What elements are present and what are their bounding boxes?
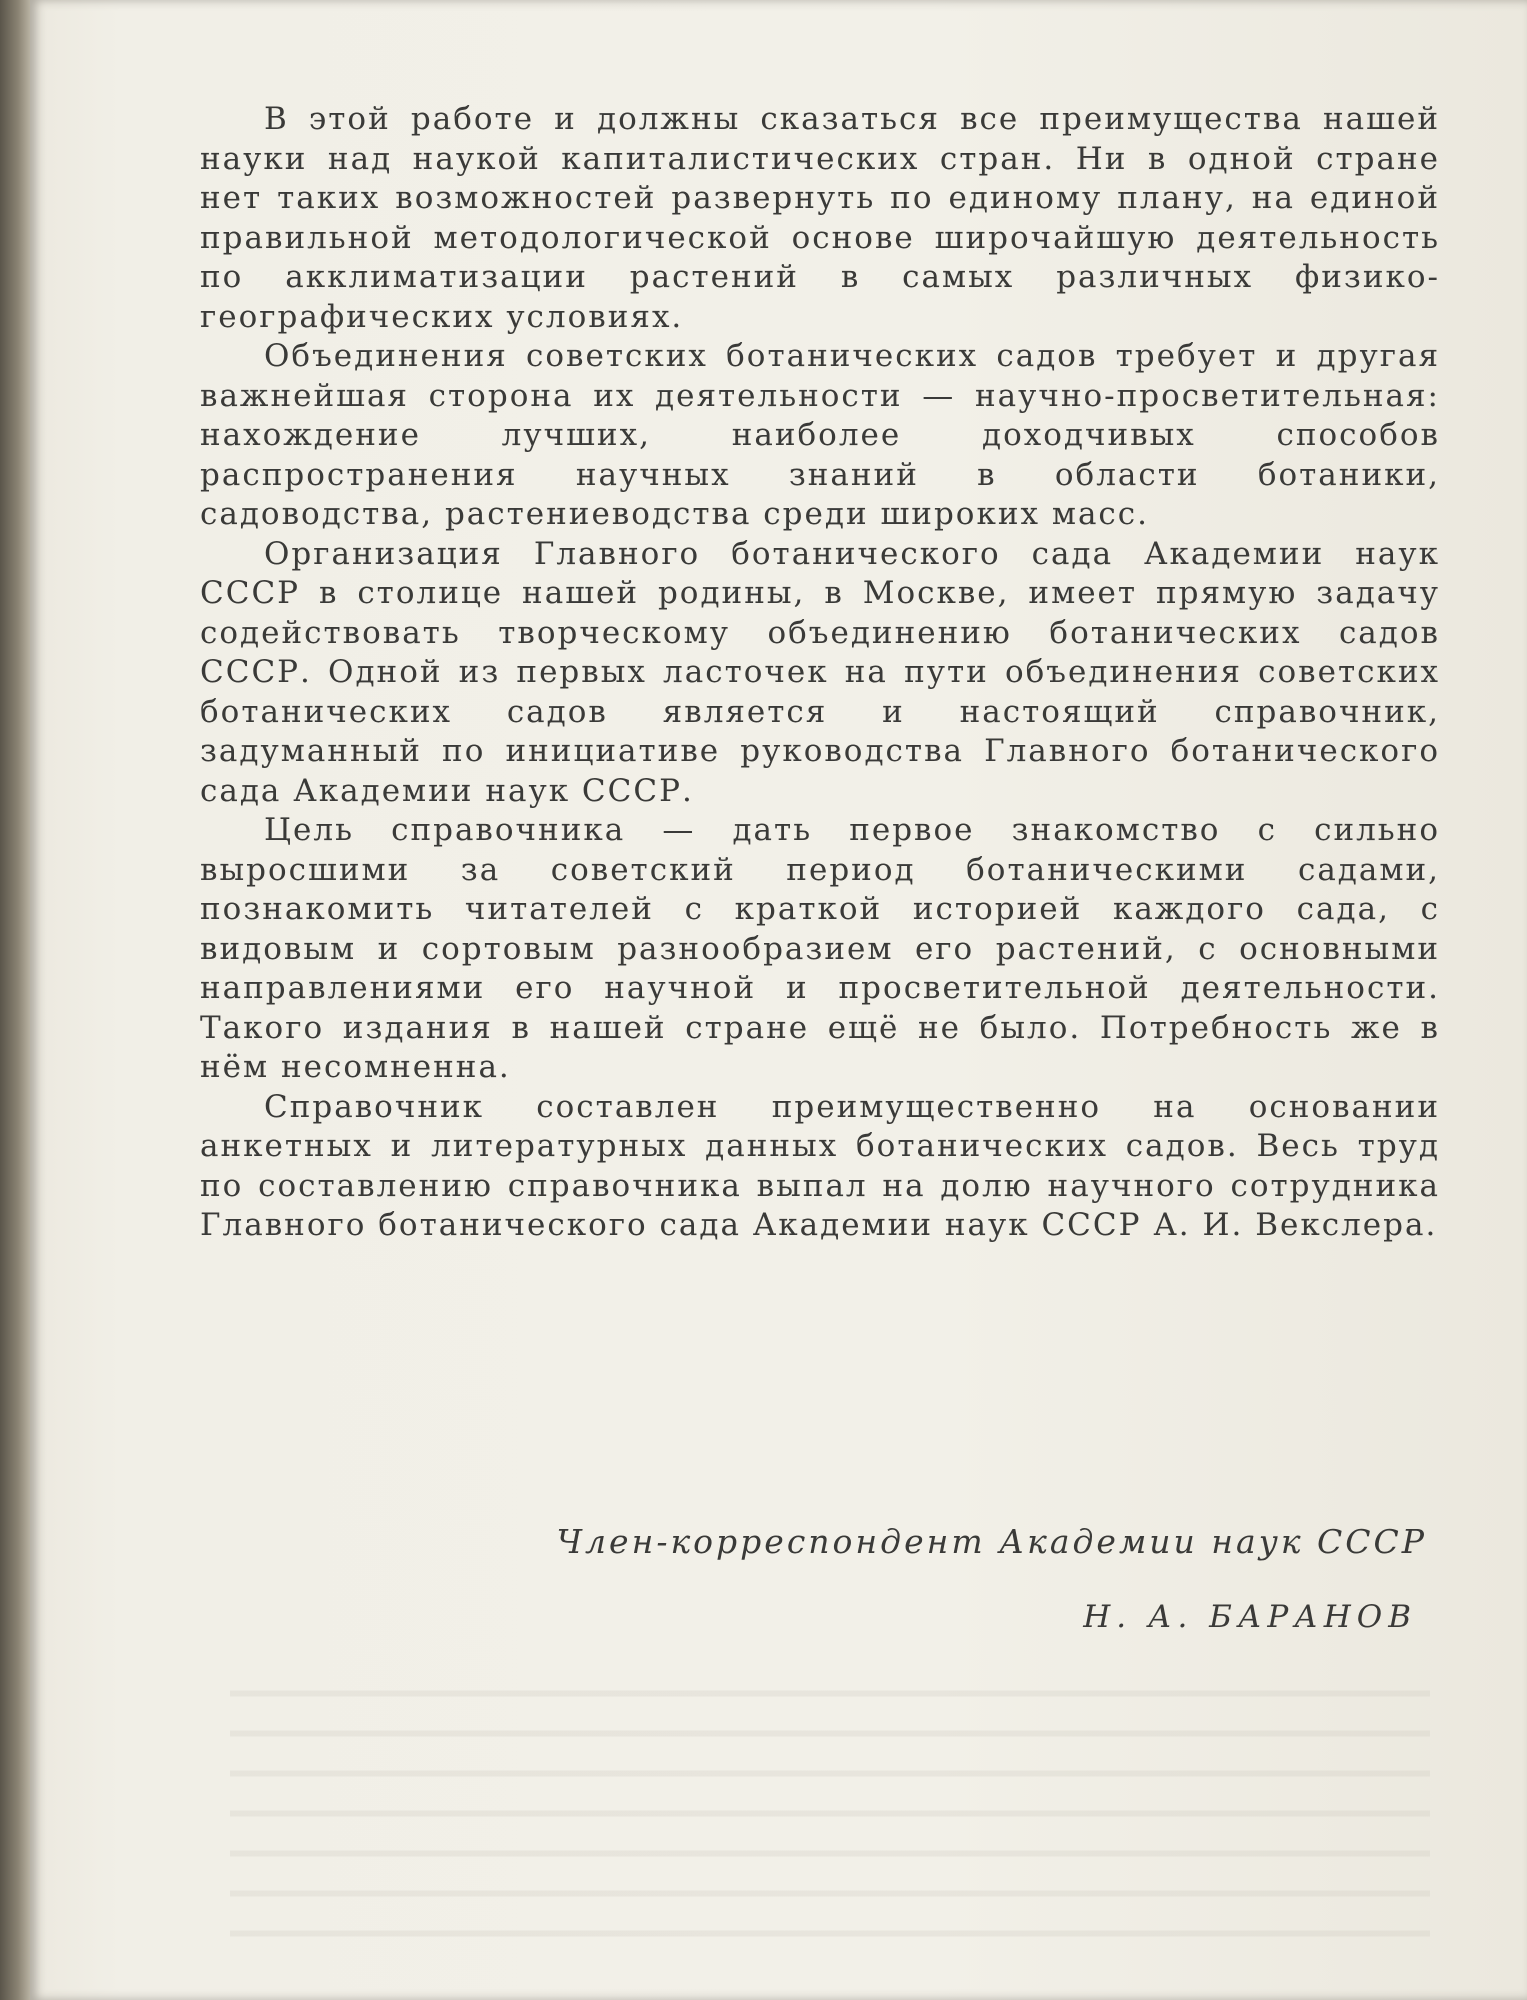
- paragraph-1: В этой работе и должны сказаться все преимущества нашей науки над наукой капиталистических стран. Ни в одной стране нет таких возможностей развернуть по единому плану, на единой правильной методологической основе широчайшую деятельность по акклиматизации растений в самых различных физико-географических условиях.: [200, 101, 1440, 335]
- signature-block: [557, 1522, 1427, 1635]
- book-spine-edge: [0, 0, 30, 2000]
- signature-role: Член-корреспондент Академии наук СССР: [556, 1522, 1427, 1561]
- paragraph-3: Организация Главного ботанического сада Академии наук СССР в столице нашей родины, в Москве, имеет прямую задачу содействовать творческому объединению ботанических садов СССР. Одной из первых ласточек на пути объединения советских ботанических садов является и настоящий справочник, задуманный по инициативе руководства Главного ботанического сада Академии наук СССР.: [200, 535, 1440, 809]
- paragraph-2: Объединения советских ботанических садов требует и другая важнейшая сторона их деятельности — научно-просветительная: нахождение лучших, наиболее доходчивых способов распространения научных знаний в области ботаники, садоводства, растениеводства среди широких масс.: [200, 338, 1440, 532]
- paragraph-5: Справочник составлен преимущественно на основании анкетных и литературных данных ботанических садов. Весь труд по составлению справочника выпал на долю научного сотрудника Главного ботанического сада Академии наук СССР А. И. Векслера.: [200, 1088, 1440, 1243]
- show-through-text: [230, 1660, 1430, 1960]
- paragraph-4: Цель справочника — дать первое знакомство с сильно выросшими за советский период ботаническими садами, познакомить читателей с краткой историей каждого сада, с видовым и сортовым разнообразием его растений, с основными направлениями его научной и просветительной деятельности. Такого издания в нашей стране ещё не было. Потребность же в нём несомненна.: [200, 812, 1440, 1085]
- signature-name: Н. А. БАРАНОВ: [1083, 1599, 1417, 1635]
- body-text: [200, 100, 1440, 1246]
